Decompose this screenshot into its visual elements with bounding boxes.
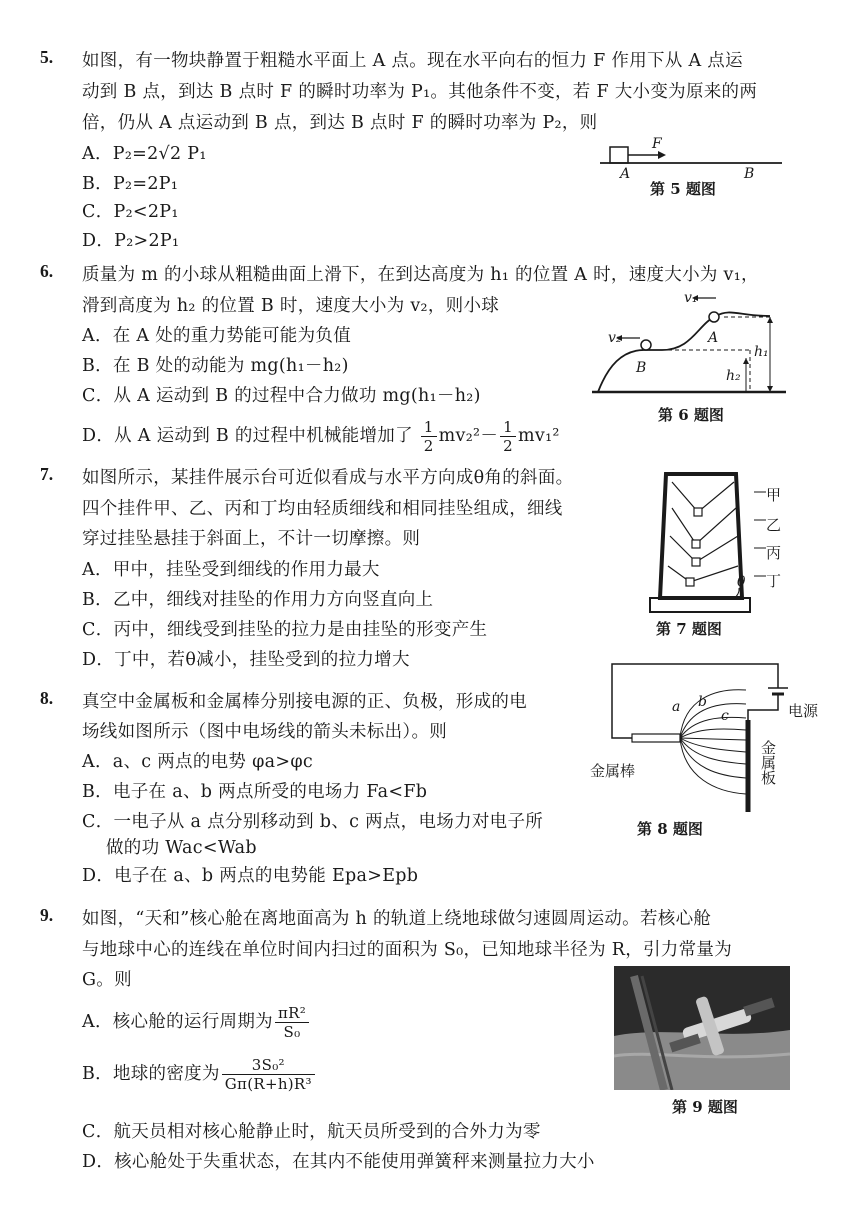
fraction (275, 1004, 309, 1041)
question-number: 5. (40, 47, 54, 67)
figure-9-caption: 第 9 题图 (672, 1098, 738, 1116)
stem-line: G。则 (82, 970, 132, 990)
option-b: B．乙中，细线对挂坠的作用力方向竖直向上 (82, 590, 434, 610)
option-a: A．在 A 处的重力势能可能为负值 (82, 326, 352, 346)
option-d: D．丁中，若θ减小，挂坠受到的拉力增大 (82, 650, 410, 670)
option-c-cont: 做的功 Wac<Wab (106, 838, 257, 858)
option-a-text: A．核心舱的运行周期为 (82, 1012, 273, 1032)
option-b: B．电子在 a、b 两点所受的电场力 Fa<Fb (82, 782, 428, 802)
figure-7-caption: 第 7 题图 (656, 620, 722, 638)
label-B: B (636, 360, 647, 376)
term: mv₁² (517, 426, 560, 446)
stem-line: 场线如图所示（图中电场线的箭头未标出）。则 (82, 722, 448, 742)
stem-line: 如图，“天和”核心舱在离地面高为 h 的轨道上绕地球做匀速圆周运动。若核心舱 (82, 909, 712, 929)
label-c: c (721, 708, 729, 724)
label-v2: v₂ (608, 330, 622, 346)
label-h2: h₂ (726, 368, 741, 384)
stem-line: 四个挂件甲、乙、丙和丁均由轻质细线和相同挂坠组成，细线 (82, 499, 563, 519)
frac-den: S₀ (283, 1023, 301, 1041)
label-B: B (744, 166, 755, 182)
label-a: a (672, 699, 681, 715)
option-a: A．P₂=2√2 P₁ (82, 144, 207, 164)
label-metal-plate: 金属板 (759, 740, 777, 785)
frac-num: πR² (275, 1004, 309, 1023)
label-bing: 丙 (766, 544, 782, 562)
option-d: D．电子在 a、b 两点的电势能 Epa>Epb (82, 866, 419, 886)
option-c: C．从 A 运动到 B 的过程中合力做功 mg(h₁－h₂) (82, 386, 481, 406)
frac-den: 2 (423, 437, 434, 455)
stem-line: 滑到高度为 h₂ 的位置 B 时，速度大小为 v₂，则小球 (82, 296, 500, 316)
label-A: A (620, 166, 631, 182)
operator: － (480, 426, 499, 446)
option-a (82, 1004, 311, 1041)
question-number: 8. (40, 688, 54, 708)
stem-line: 如图所示，某挂件展示台可近似看成与水平方向成θ角的斜面。 (82, 468, 574, 488)
label-theta: θ (737, 574, 746, 590)
stem-line: 质量为 m 的小球从粗糙曲面上滑下，在到达高度为 h₁ 的位置 A 时，速度大小为 v₁， (82, 265, 759, 285)
option-c: C．航天员相对核心舱静止时，航天员所受到的合外力为零 (82, 1122, 541, 1142)
option-a: A．a、c 两点的电势 φa>φc (82, 752, 314, 772)
stem-line: 如图，有一物块静置于粗糙水平面上 A 点。现在水平向右的恒力 F 作用下从 A 点运 (82, 51, 743, 71)
label-A: A (708, 330, 719, 346)
option-c: C．丙中，细线受到挂坠的拉力是由挂坠的形变产生 (82, 620, 488, 640)
fraction (500, 418, 516, 455)
label-leader-lines (754, 488, 768, 578)
question-number: 9. (40, 905, 54, 925)
option-d-text: D．从 A 运动到 B 的过程中机械能增加了 (82, 426, 413, 446)
figure-5-caption: 第 5 题图 (650, 180, 716, 198)
label-yi: 乙 (766, 516, 782, 534)
option-c: C．一电子从 a 点分别移动到 b、c 两点，电场力对电子所 (82, 812, 544, 832)
frac-num: 3S₀² (222, 1056, 315, 1075)
figure-6-caption: 第 6 题图 (658, 406, 724, 424)
question-number: 6. (40, 261, 54, 281)
option-d: D．核心舱处于失重状态，在其内不能使用弹簧秤来测量拉力大小 (82, 1152, 595, 1172)
label-jia: 甲 (766, 486, 782, 504)
stem-line: 穿过挂坠悬挂于斜面上，不计一切摩擦。则 (82, 529, 421, 549)
figure-8-caption: 第 8 题图 (637, 820, 703, 838)
frac-num: 1 (421, 418, 437, 437)
label-ding: 丁 (766, 572, 782, 590)
option-d: D．P₂>2P₁ (82, 231, 180, 251)
label-v1: v₁ (684, 290, 698, 306)
fraction (222, 1056, 315, 1093)
stem-line: 倍，仍从 A 点运动到 B 点，到达 B 点时 F 的瞬时功率为 P₂，则 (82, 113, 598, 133)
option-d (82, 418, 560, 455)
label-F: F (652, 136, 662, 152)
fraction (421, 418, 437, 455)
frac-num: 1 (500, 418, 516, 437)
stem-line: 与地球中心的连线在单位时间内扫过的面积为 S₀，已知地球半径为 R，引力常量为 (82, 940, 733, 960)
frac-den: Gπ(R+h)R³ (224, 1075, 312, 1093)
label-b: b (698, 694, 707, 710)
figure-7-diagram (646, 468, 756, 616)
option-c: C．P₂<2P₁ (82, 202, 179, 222)
label-power-source: 电源 (788, 702, 819, 720)
term: mv₂² (438, 426, 481, 446)
option-b-text: B．地球的密度为 (82, 1064, 220, 1084)
space-station-photo (614, 966, 790, 1090)
label-h1: h₁ (754, 344, 769, 360)
option-b (82, 1056, 317, 1093)
option-b: B．在 B 处的动能为 mg(h₁－h₂) (82, 356, 349, 376)
option-a: A．甲中，挂坠受到细线的作用力最大 (82, 560, 380, 580)
stem-line: 真空中金属板和金属棒分别接电源的正、负极，形成的电 (82, 692, 527, 712)
frac-den: 2 (503, 437, 513, 455)
option-b: B．P₂=2P₁ (82, 174, 179, 194)
question-number: 7. (40, 464, 54, 484)
stem-line: 动到 B 点，到达 B 点时 F 的瞬时功率为 P₁。其他条件不变，若 F 大小变为原来的两 (82, 82, 758, 102)
label-metal-rod: 金属棒 (590, 762, 636, 780)
figure-8-diagram (606, 658, 792, 816)
